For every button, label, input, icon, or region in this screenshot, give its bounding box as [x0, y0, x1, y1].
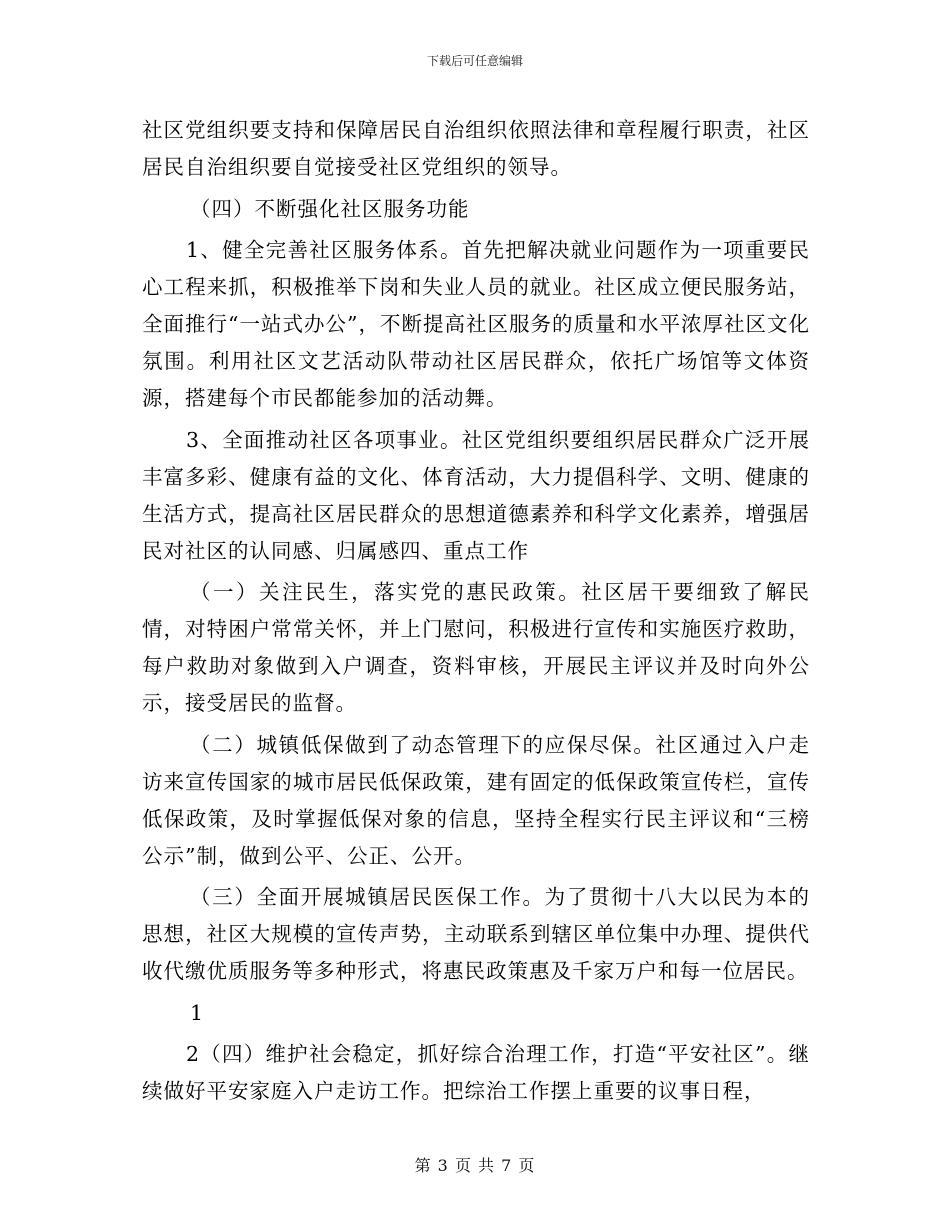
paragraph-social-stability: 2（四）维护社会稳定，抓好综合治理工作，打造“平安社区”。继续做好平安家庭入户走访工作。把综治工作摆上重要的议事日程，: [142, 1042, 810, 1103]
document-body: [142, 112, 810, 1115]
paragraph-medical-insurance: （三）全面开展城镇居民医保工作。为了贯彻十八大以民为本的思想，社区大规模的宣传声势，主动联系到辖区单位集中办理、提供代收代缴优质服务等多种形式，将惠民政策惠及千家万户和每一位居民。: [142, 885, 810, 983]
section-heading-4: （四）不断强化社区服务功能: [190, 196, 470, 221]
paragraph-service-system: 1、健全完善社区服务体系。首先把解决就业问题作为一项重要民心工程来抓，积极推举下岗和失业人员的就业。社区成立便民服务站，全面推行“一站式办公”，不断提高社区服务的质量和水平浓厚社区文化氛围。利用社区文艺活动队带动社区居民群众，依托广场馆等文体资源，搭建每个市民都能参加的活动舞。: [142, 238, 810, 410]
header-note: 下载后可任意编辑: [426, 54, 523, 68]
paragraph-livelihood: （一）关注民生，落实党的惠民政策。社区居干要细致了解民情，对特困户常常关怀，并上门慰问，积极进行宣传和实施医疗救助，每户救助对象做到入户调查，资料审核，开展民主评议并及时向外公示，接受居民的监督。: [142, 580, 810, 715]
paragraph-continuation: 社区党组织要支持和保障居民自治组织依照法律和章程履行职责，社区居民自治组织要自觉接受社区党组织的领导。: [142, 118, 810, 179]
paragraph-low-income: （二）城镇低保做到了动态管理下的应保尽保。社区通过入户走访来宣传国家的城市居民低保政策，建有固定的低保政策宣传栏，宣传低保政策，及时掌握低保对象的信息，坚持全程实行民主评议和“三榜公示”制，做到公平、公正、公开。: [142, 732, 810, 868]
paragraph-community-affairs: 3、全面推动社区各项事业。社区党组织要组织居民群众广泛开展丰富多彩、健康有益的文化、体育活动，大力提倡科学、文明、健康的生活方式，提高社区居民群众的思想道德素养和科学文化素养，增强居民对社区的认同感、归属感四、重点工作: [142, 427, 810, 563]
paragraph-number-marker: 1: [190, 1000, 205, 1025]
page-number-footer: 第 3 页 共 7 页: [414, 1156, 536, 1175]
